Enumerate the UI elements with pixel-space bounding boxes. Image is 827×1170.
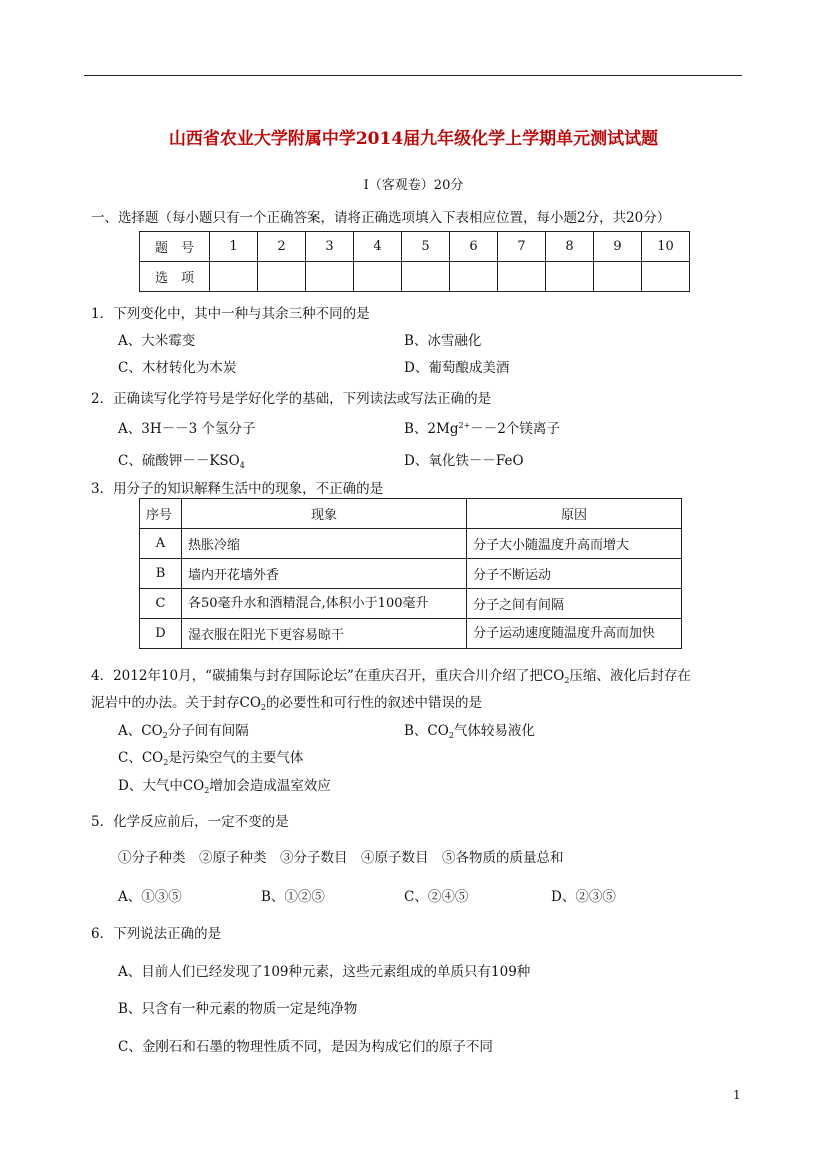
header-reason: 原因 [467,499,682,529]
q4-subscript: 2 [204,786,210,795]
row-phenomenon-text: 各50毫升水和酒精混合,体积小于100毫升 [188,596,429,611]
answer-blank[interactable] [498,262,546,292]
answer-number: 6 [450,232,498,262]
section-subtitle: Ⅰ（客观卷）20分 [363,178,464,193]
row-id: B [140,559,182,589]
q4-text-end: 的必要性和可行性的叙述中错误的是 [266,695,482,711]
table-row [140,589,682,619]
q2-c-text: C、硫酸钾－－KSO [118,453,240,469]
phenomenon-table-header [140,499,682,529]
q4-stem-line1 [91,664,691,684]
answer-blank[interactable] [306,262,354,292]
answer-number: 4 [354,232,402,262]
q4-subscript: 2 [260,703,266,712]
row-phenomenon: 热胀冷缩 [182,529,467,559]
q4-c-text-end: 是污染空气的主要气体 [168,750,304,766]
q1-option-d: D、葡萄酿成美酒 [404,360,510,376]
answer-number: 9 [594,232,642,262]
answer-blank[interactable] [258,262,306,292]
answer-number: 8 [546,232,594,262]
answer-table-number-row [140,232,690,262]
header-phenomenon: 现象 [182,499,467,529]
header-rule [84,75,742,76]
table-row [140,529,682,559]
q4-option-c [118,746,303,766]
answer-number: 3 [306,232,354,262]
phenomenon-table [139,498,682,649]
answer-number: 1 [210,232,258,262]
table-row [140,619,682,649]
answer-number: 10 [642,232,690,262]
q5-stem: 5．化学反应前后，一定不变的是 [91,814,289,830]
answer-number: 5 [402,232,450,262]
q4-text: 泥岩中的办法。关于封存CO [91,695,261,711]
answer-table-answer-row [140,262,690,292]
q2-stem: 2．正确读写化学符号是学好化学的基础，下列读法或写法正确的是 [91,391,492,407]
q4-text: 4．2012年10月，“碳捕集与封存国际论坛”在重庆召开，重庆合川介绍了把CO [91,668,565,684]
q1-option-a: A、大米霉变 [118,333,196,349]
answer-number: 2 [258,232,306,262]
q5-items: ①分子种类 ②原子种类 ③分子数目 ④原子数目 ⑤各物质的质量总和 [118,850,564,866]
row-reason: 分子不断运动 [467,559,682,589]
q4-a-text: A、CO [118,723,163,739]
row-phenomenon: 墙内开花墙外香 [182,559,467,589]
answer-table-row1-label: 题 号 [140,232,210,262]
answer-blank[interactable] [210,262,258,292]
row-reason: 分子之间有间隔 [467,589,682,619]
row-reason-text: 分子运动速度随温度升高而加快 [473,626,656,641]
q5-option-c: C、②④⑤ [404,889,469,905]
answer-blank[interactable] [354,262,402,292]
q2-b-text-end: －－2个镁离子 [470,421,560,437]
q4-option-d [118,774,331,794]
q1-stem: 1．下列变化中，其中一种与其余三种不同的是 [91,306,370,322]
q4-a-text-end: 分子间有间隔 [167,723,249,739]
row-reason [467,619,682,649]
q4-subscript: 2 [448,731,454,740]
answer-blank[interactable] [546,262,594,292]
q4-subscript: 2 [564,676,570,685]
answer-table [139,231,690,292]
q5-option-b: B、①②⑤ [261,889,325,905]
row-phenomenon [182,589,467,619]
q2-option-a: A、3H－－3 个氢分子 [118,421,256,437]
q6-option-a: A、目前人们已经发现了109种元素，这些元素组成的单质只有109种 [118,964,531,980]
q4-stem-line2 [91,691,482,711]
q2-b-charge: 2+ [458,421,471,430]
q2-option-b [404,417,560,437]
answer-number: 7 [498,232,546,262]
row-reason: 分子大小随温度升高而增大 [467,529,682,559]
q3-stem: 3．用分子的知识解释生活中的现象，不正确的是 [91,481,384,497]
row-id: A [140,529,182,559]
page-number: 1 [733,1088,741,1102]
answer-table-row2-label: 选 项 [140,262,210,292]
q4-b-text: B、CO [404,723,449,739]
q4-d-text: D、大气中CO [118,778,205,794]
q4-b-text-end: 气体较易液化 [453,723,535,739]
q6-stem: 6．下列说法正确的是 [91,926,222,942]
section1-instructions: 一、选择题（每小题只有一个正确答案，请将正确选项填入下表相应位置，每小题2分，共20分） [91,210,671,226]
q4-option-b [404,719,535,739]
row-id: D [140,619,182,649]
answer-blank[interactable] [450,262,498,292]
header-id: 序号 [140,499,182,529]
q4-option-a [118,719,249,739]
q4-text-end: 压缩、液化后封存在 [569,668,691,684]
answer-blank[interactable] [402,262,450,292]
q6-option-c: C、金刚石和石墨的物理性质不同，是因为构成它们的原子不同 [118,1039,493,1055]
q4-subscript: 2 [163,758,169,767]
q4-c-text: C、CO [118,750,164,766]
q1-option-c: C、木材转化为木炭 [118,360,237,376]
q2-b-text: B、2Mg [404,421,459,437]
answer-blank[interactable] [594,262,642,292]
page-title: 山西省农业大学附属中学2014届九年级化学上学期单元测试试题 [168,129,659,149]
q4-d-text-end: 增加会造成温室效应 [209,778,331,794]
row-phenomenon: 湿衣服在阳光下更容易晾干 [182,619,467,649]
q2-c-subscript: 4 [239,461,245,470]
table-row [140,559,682,589]
q5-option-d: D、②③⑤ [551,889,616,905]
q4-subscript: 2 [162,731,168,740]
row-id: C [140,589,182,619]
q1-option-b: B、冰雪融化 [404,333,482,349]
answer-blank[interactable] [642,262,690,292]
q6-option-b: B、只含有一种元素的物质一定是纯净物 [118,1001,358,1017]
q5-option-a: A、①③⑤ [118,889,182,905]
q2-option-d: D、氧化铁－－FeO [404,453,524,469]
q2-option-c [118,449,245,469]
